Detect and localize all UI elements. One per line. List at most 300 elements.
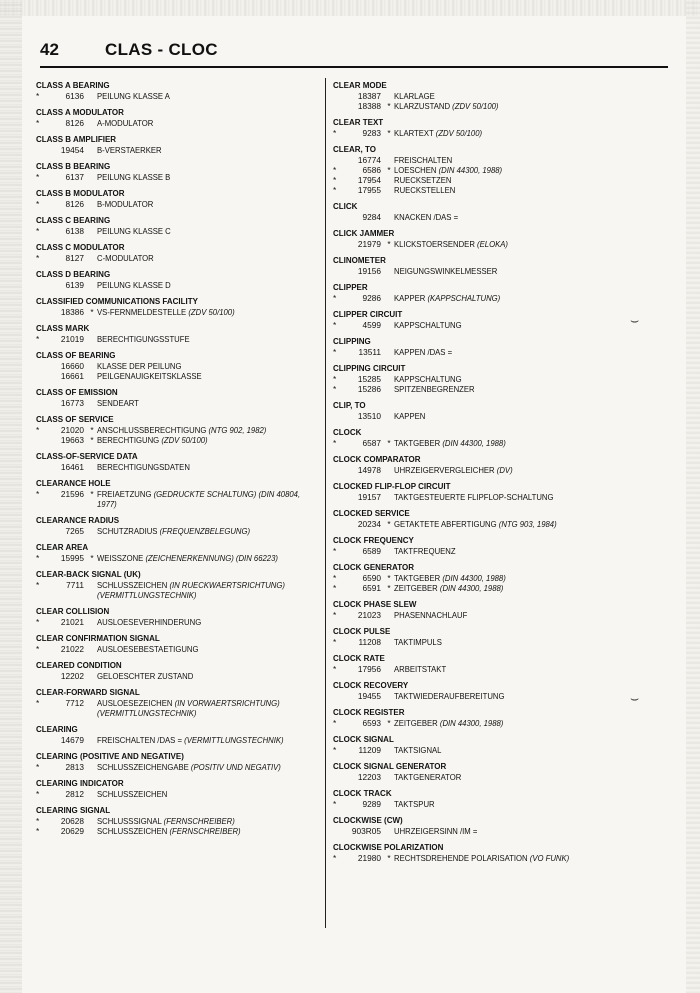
source-marker <box>87 789 97 799</box>
translation-text: SCHLUSSSIGNAL <box>97 816 162 826</box>
page-header <box>40 40 680 70</box>
term-number: 13510 <box>357 411 381 421</box>
standard-marker <box>36 735 46 745</box>
german-translation <box>97 91 303 101</box>
translation-row <box>333 691 663 701</box>
translation-text: SCHUTZRADIUS <box>97 526 158 536</box>
dictionary-entry <box>333 599 663 620</box>
entry-term: CLINOMETER <box>333 255 386 265</box>
source-marker <box>87 145 97 155</box>
german-translation <box>394 347 644 357</box>
source-marker <box>87 253 97 263</box>
german-translation <box>394 853 644 863</box>
dictionary-entry <box>333 761 663 782</box>
standard-marker: * <box>333 384 337 394</box>
translation-note: (DIN 44300, 1988) <box>439 718 504 728</box>
translation-text: KAPPER <box>394 293 426 303</box>
standard-marker <box>36 435 46 445</box>
standard-marker: * <box>333 718 337 728</box>
standard-marker <box>36 398 46 408</box>
page-title: CLAS - CLOC <box>105 40 218 59</box>
entry-term: CLOCK COMPARATOR <box>333 454 421 464</box>
dictionary-entry <box>36 350 318 381</box>
translation-row <box>333 718 663 728</box>
term-number: 18386 <box>60 307 84 317</box>
german-translation <box>97 735 303 745</box>
standard-marker: * <box>333 745 337 755</box>
german-translation <box>394 165 644 175</box>
source-marker <box>87 671 97 681</box>
translation-text: TAKTIMPULS <box>394 637 442 647</box>
translation-text: KAPPSCHALTUNG <box>394 320 462 330</box>
dictionary-entry <box>333 255 663 276</box>
source-marker: * <box>387 573 391 583</box>
standard-marker <box>333 691 343 701</box>
translation-text: TAKTGENERATOR <box>394 772 462 782</box>
dictionary-entry <box>333 282 663 303</box>
standard-marker: * <box>36 789 40 799</box>
source-marker: * <box>90 307 94 317</box>
standard-marker <box>333 266 343 276</box>
source-marker <box>87 118 97 128</box>
term-number: 6139 <box>65 280 84 290</box>
term-number: 16661 <box>60 371 84 381</box>
german-translation <box>394 718 644 728</box>
source-marker <box>384 155 394 165</box>
entry-term: CLEARING INDICATOR <box>36 778 124 788</box>
standard-marker <box>36 671 46 681</box>
term-number: 6589 <box>362 546 381 556</box>
translation-text: SCHLUSSZEICHEN <box>97 826 168 836</box>
standard-marker <box>36 307 46 317</box>
dictionary-entry <box>36 633 318 654</box>
margin-scribble: ⌣ <box>630 312 640 328</box>
standard-marker <box>36 371 46 381</box>
term-number: 6591 <box>362 583 381 593</box>
translation-row <box>36 698 318 718</box>
translation-text: BERECHTIGUNGSSTUFE <box>97 334 190 344</box>
german-translation <box>97 253 303 263</box>
german-translation <box>394 374 644 384</box>
dictionary-entry <box>36 242 318 263</box>
term-number: 17956 <box>357 664 381 674</box>
standard-marker: * <box>333 347 337 357</box>
german-translation <box>394 573 644 583</box>
dictionary-entry <box>333 400 663 421</box>
entry-term: CLOCK PULSE <box>333 626 391 636</box>
entry-term: CLOCKWISE POLARIZATION <box>333 842 444 852</box>
term-number: 12202 <box>60 671 84 681</box>
german-translation <box>394 128 644 138</box>
standard-marker: * <box>36 253 40 263</box>
translation-row <box>333 664 663 674</box>
entry-term: CLOCKWISE (CW) <box>333 815 403 825</box>
translation-row <box>333 175 663 185</box>
standard-marker: * <box>36 698 40 708</box>
translation-text: SCHLUSSZEICHENGABE <box>97 762 189 772</box>
source-marker: * <box>90 553 94 563</box>
source-marker <box>87 762 97 772</box>
term-number: 7712 <box>65 698 84 708</box>
german-translation <box>394 637 644 647</box>
translation-text: TAKTSIGNAL <box>394 745 442 755</box>
dictionary-entry <box>333 788 663 809</box>
term-number: 14978 <box>357 465 381 475</box>
entry-term: CLASSIFIED COMMUNICATIONS FACILITY <box>36 296 198 306</box>
dictionary-entry <box>36 451 318 472</box>
translation-row <box>333 438 663 448</box>
translation-row <box>36 435 318 445</box>
term-number: 21022 <box>60 644 84 654</box>
entry-term: CLEAR MODE <box>333 80 387 90</box>
german-translation <box>394 546 644 556</box>
translation-text: TAKTGESTEUERTE FLIPFLOP-SCHALTUNG <box>394 492 554 502</box>
standard-marker: * <box>333 374 337 384</box>
standard-marker <box>36 462 46 472</box>
translation-row <box>333 573 663 583</box>
translation-note: (FERNSCHREIBER) <box>163 816 235 826</box>
entry-term: CLEARING SIGNAL <box>36 805 111 815</box>
source-marker <box>87 371 97 381</box>
term-number: 21596 <box>60 489 84 499</box>
german-translation <box>97 361 303 371</box>
source-marker: * <box>387 438 391 448</box>
term-number: 19156 <box>357 266 381 276</box>
standard-marker: * <box>36 580 40 590</box>
term-number: 21023 <box>357 610 381 620</box>
dictionary-entry <box>36 387 318 408</box>
standard-marker: * <box>333 664 337 674</box>
standard-marker: * <box>36 334 40 344</box>
translation-text: NEIGUNGSWINKELMESSER <box>394 266 498 276</box>
translation-row <box>333 293 663 303</box>
term-number: 9286 <box>362 293 381 303</box>
source-marker <box>87 199 97 209</box>
source-marker <box>87 280 97 290</box>
entry-term: CLASS B AMPLIFIER <box>36 134 117 144</box>
translation-text: AUSLOESEBESTAETIGUNG <box>97 644 199 654</box>
translation-row <box>36 334 318 344</box>
translation-row <box>333 546 663 556</box>
column-divider <box>325 78 326 928</box>
term-number: 19454 <box>60 145 84 155</box>
standard-marker: * <box>333 583 337 593</box>
german-translation <box>97 489 303 509</box>
german-translation <box>394 799 644 809</box>
term-number: 16773 <box>60 398 84 408</box>
german-translation <box>97 334 303 344</box>
dictionary-entry <box>333 117 663 138</box>
source-marker: * <box>387 128 391 138</box>
translation-text: KLARTEXT <box>394 128 434 138</box>
page-number: 42 <box>40 40 59 59</box>
source-marker <box>87 462 97 472</box>
standard-marker: * <box>333 546 337 556</box>
term-number: 6586 <box>362 165 381 175</box>
term-number: 21979 <box>357 239 381 249</box>
translation-note: (DIN 44300, 1988) <box>438 165 503 175</box>
standard-marker <box>36 145 46 155</box>
term-number: 19157 <box>357 492 381 502</box>
translation-row <box>36 735 318 745</box>
dictionary-entry <box>333 454 663 475</box>
translation-note: (DIN 44300, 1988) <box>442 438 506 448</box>
source-marker: * <box>387 519 391 529</box>
entry-term: CLASS D BEARING <box>36 269 111 279</box>
translation-text: LOESCHEN <box>394 165 437 175</box>
entry-term: CLEARANCE HOLE <box>36 478 111 488</box>
source-marker <box>87 816 97 826</box>
entry-term: CLEARANCE RADIUS <box>36 515 120 525</box>
entry-term: CLOCK RATE <box>333 653 385 663</box>
standard-marker <box>36 526 46 536</box>
entry-term: CLASS B MODULATOR <box>36 188 125 198</box>
translation-text: UHRZEIGERVERGLEICHER <box>394 465 495 475</box>
translation-text: WEISSZONE <box>97 553 144 563</box>
translation-row <box>36 91 318 101</box>
entry-term: CLASS OF EMISSION <box>36 387 118 397</box>
translation-row <box>36 489 318 509</box>
german-translation <box>394 239 644 249</box>
entry-term: CLOCK TRACK <box>333 788 392 798</box>
term-number: 11208 <box>358 637 381 647</box>
term-number: 7711 <box>66 580 84 590</box>
translation-text: KAPPEN /DAS = <box>394 347 453 357</box>
term-number: 17955 <box>357 185 381 195</box>
standard-marker <box>36 280 46 290</box>
term-number: 16461 <box>60 462 84 472</box>
german-translation <box>394 826 644 836</box>
source-marker <box>384 266 394 276</box>
term-number: 13511 <box>358 347 381 357</box>
standard-marker <box>333 772 343 782</box>
translation-row <box>36 280 318 290</box>
source-marker <box>87 580 97 600</box>
translation-text: B-VERSTAERKER <box>97 145 162 155</box>
standard-marker: * <box>36 489 40 499</box>
translation-row <box>333 826 663 836</box>
translation-text: VS-FERNMELDESTELLE <box>97 307 187 317</box>
dictionary-entry <box>36 569 318 600</box>
standard-marker: * <box>333 185 337 195</box>
term-number: 4599 <box>362 320 381 330</box>
german-translation <box>394 266 644 276</box>
entry-term: CLEAR-BACK SIGNAL (UK) <box>36 569 141 579</box>
entry-term: CLIPPER <box>333 282 368 292</box>
standard-marker: * <box>36 91 40 101</box>
source-marker: * <box>90 435 94 445</box>
dictionary-entry <box>36 542 318 563</box>
translation-row <box>333 519 663 529</box>
dictionary-entry <box>36 687 318 718</box>
source-marker <box>87 398 97 408</box>
translation-row <box>333 799 663 809</box>
entry-term: CLASS OF SERVICE <box>36 414 114 424</box>
standard-marker: * <box>36 226 40 236</box>
translation-text: TAKTGEBER <box>394 573 441 583</box>
term-number: 15285 <box>357 374 381 384</box>
entry-term: CLIPPING <box>333 336 371 346</box>
standard-marker: * <box>333 128 337 138</box>
source-marker: * <box>387 718 391 728</box>
entry-term: CLASS-OF-SERVICE DATA <box>36 451 138 461</box>
dictionary-entry <box>333 535 663 556</box>
translation-text: KAPPEN <box>394 411 426 421</box>
dictionary-entry <box>36 478 318 509</box>
translation-row <box>36 762 318 772</box>
translation-text: ANSCHLUSSBERECHTIGUNG <box>97 425 207 435</box>
standard-marker: * <box>333 175 337 185</box>
translation-note: (IN VORWAERTSRICHTUNG) (VERMITTLUNGSTECHNIK) <box>97 698 280 718</box>
translation-text: TAKTFREQUENZ <box>394 546 456 556</box>
german-translation <box>394 384 644 394</box>
source-marker <box>384 637 394 647</box>
translation-row <box>36 398 318 408</box>
translation-row <box>333 384 663 394</box>
source-marker <box>87 526 97 536</box>
german-translation <box>394 155 644 165</box>
source-marker <box>384 374 394 384</box>
translation-text: SCHLUSSZEICHEN <box>97 580 168 590</box>
translation-row <box>36 253 318 263</box>
german-translation <box>97 371 303 381</box>
german-translation <box>97 307 303 317</box>
dictionary-entry <box>36 80 318 101</box>
translation-text: PHASENNACHLAUF <box>394 610 468 620</box>
translation-note: (FERNSCHREIBER) <box>169 826 241 836</box>
dictionary-entry <box>333 481 663 502</box>
translation-row <box>36 826 318 836</box>
source-marker <box>384 212 394 222</box>
source-marker: * <box>387 165 391 175</box>
term-number: 20629 <box>60 826 84 836</box>
translation-text: KLASSE DER PEILUNG <box>97 361 182 371</box>
entry-term: CLOCK GENERATOR <box>333 562 414 572</box>
entry-term: CLOCK REGISTER <box>333 707 405 717</box>
translation-row <box>36 425 318 435</box>
translation-text: ZEITGEBER <box>394 718 438 728</box>
entry-term: CLEAR AREA <box>36 542 89 552</box>
standard-marker: * <box>333 293 337 303</box>
source-marker <box>384 411 394 421</box>
translation-text: FREISCHALTEN /DAS = <box>97 735 182 745</box>
source-marker <box>87 172 97 182</box>
translation-note: (IN RUECKWAERTSRICHTUNG) (VERMITTLUNGSTECHNIK) <box>97 580 285 600</box>
dictionary-entry <box>36 660 318 681</box>
translation-note: (ZDV 50/100) <box>188 307 235 317</box>
translation-row <box>36 789 318 799</box>
translation-row <box>333 583 663 593</box>
dictionary-entry <box>36 414 318 445</box>
dictionary-entry <box>36 134 318 155</box>
dictionary-entry <box>333 427 663 448</box>
term-number: 9283 <box>362 128 381 138</box>
translation-text: KLICKSTOERSENDER <box>394 239 475 249</box>
german-translation <box>97 526 303 536</box>
german-translation <box>97 435 303 445</box>
term-number: 7265 <box>65 526 84 536</box>
standard-marker: * <box>36 617 40 627</box>
translation-row <box>333 772 663 782</box>
translation-text: TAKTSPUR <box>394 799 435 809</box>
standard-marker: * <box>333 610 337 620</box>
translation-row <box>333 212 663 222</box>
source-marker: * <box>90 425 94 435</box>
german-translation <box>394 212 644 222</box>
standard-marker: * <box>36 172 40 182</box>
translation-text: RUECKSETZEN <box>394 175 452 185</box>
entry-term: CLEAR TEXT <box>333 117 384 127</box>
translation-note: (NTG 903, 1984) <box>498 519 557 529</box>
translation-text: PEILGENAUIGKEITSKLASSE <box>97 371 202 381</box>
german-translation <box>97 199 303 209</box>
translation-row <box>36 671 318 681</box>
entry-term: CLOCK FREQUENCY <box>333 535 414 545</box>
entry-term: CLOCK RECOVERY <box>333 680 409 690</box>
translation-row <box>333 239 663 249</box>
translation-text: AUSLOESEZEICHEN <box>97 698 173 708</box>
header-rule <box>40 66 668 68</box>
translation-note: (DV) <box>496 465 513 475</box>
translation-text: KLARZUSTAND <box>394 101 451 111</box>
standard-marker: * <box>333 320 337 330</box>
translation-row <box>333 465 663 475</box>
translation-text: A-MODULATOR <box>97 118 154 128</box>
german-translation <box>394 293 644 303</box>
dictionary-entry <box>36 188 318 209</box>
translation-row <box>333 853 663 863</box>
entry-term: CLICK JAMMER <box>333 228 395 238</box>
standard-marker <box>333 155 343 165</box>
scan-edge-top <box>0 0 700 16</box>
translation-text: KNACKEN /DAS = <box>394 212 459 222</box>
dictionary-entry <box>36 606 318 627</box>
translation-text: PEILUNG KLASSE C <box>97 226 171 236</box>
translation-note: (NTG 902, 1982) <box>208 425 267 435</box>
translation-text: FREIAETZUNG <box>97 489 152 499</box>
translation-row <box>36 172 318 182</box>
translation-row <box>36 617 318 627</box>
dictionary-entry <box>36 323 318 344</box>
translation-row <box>333 101 663 111</box>
dictionary-entry <box>333 653 663 674</box>
term-number: 16774 <box>357 155 381 165</box>
translation-text: SPITZENBEGRENZER <box>394 384 475 394</box>
translation-row <box>36 361 318 371</box>
translation-note: (ZDV 50/100) <box>161 435 208 445</box>
source-marker <box>384 610 394 620</box>
entry-term: CLASS OF BEARING <box>36 350 116 360</box>
term-number: 19663 <box>60 435 84 445</box>
translation-row <box>333 637 663 647</box>
standard-marker <box>333 212 343 222</box>
translation-row <box>36 226 318 236</box>
source-marker <box>87 826 97 836</box>
translation-text: GELOESCHTER ZUSTAND <box>97 671 194 681</box>
dictionary-entry <box>333 562 663 593</box>
translation-row <box>36 145 318 155</box>
term-number: 8126 <box>65 118 84 128</box>
standard-marker: * <box>36 762 40 772</box>
translation-note: (POSITIV UND NEGATIV) <box>190 762 281 772</box>
standard-marker: * <box>333 438 337 448</box>
translation-text: BERECHTIGUNG <box>97 435 160 445</box>
margin-scribble: ⌣ <box>630 690 640 706</box>
dictionary-entry <box>36 296 318 317</box>
translation-row <box>333 492 663 502</box>
translation-note: (VERMITTLUNGSTECHNIK) <box>184 735 284 745</box>
source-marker <box>384 691 394 701</box>
